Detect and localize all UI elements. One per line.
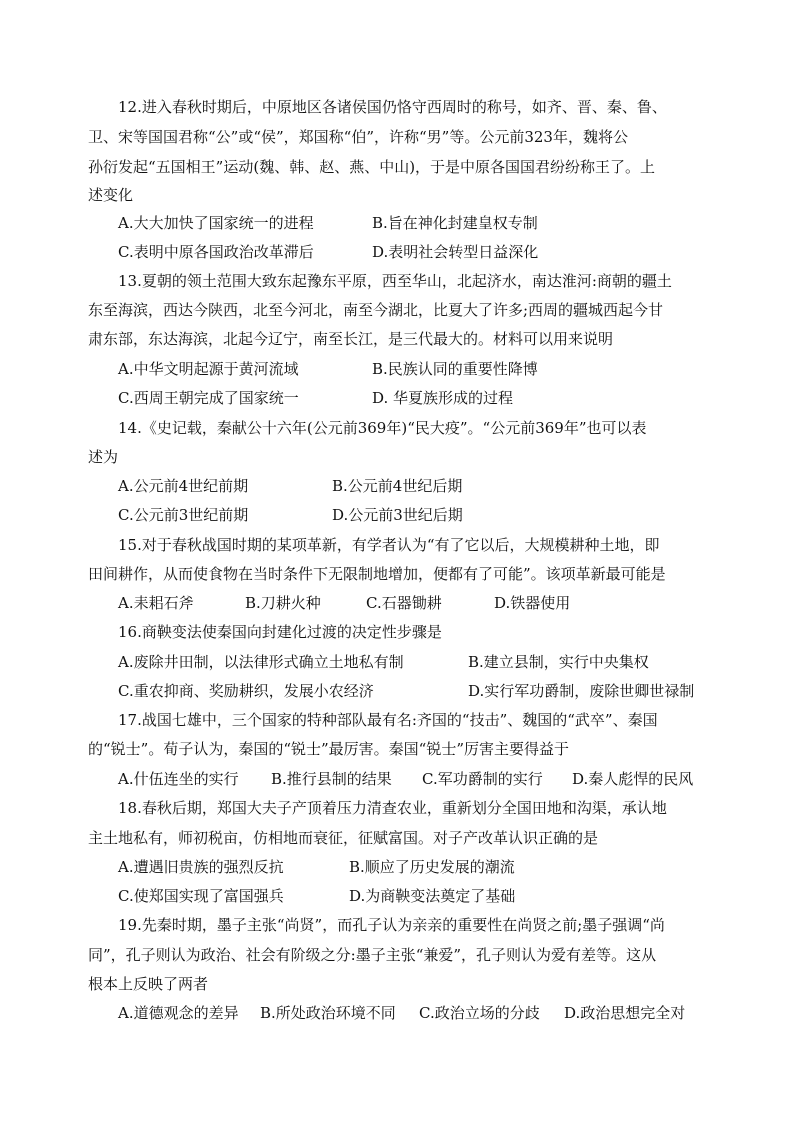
question-13-option-c[interactable]: C.西周王朝完成了国家统一 bbox=[118, 389, 299, 407]
question-19-option-b[interactable]: B.所处政治环境不同 bbox=[260, 1004, 396, 1022]
question-18-option-c[interactable]: C.使郑国实现了富国强兵 bbox=[118, 887, 284, 905]
question-16-line-1: 16.商鞅变法使秦国向封建化过渡的决定性步骤是 bbox=[118, 623, 442, 641]
question-16-option-c[interactable]: C.重农抑商、奖励耕织，发展小农经济 bbox=[118, 682, 374, 700]
question-15-line-2: 田间耕作，从而使食物在当时条件下无限制地增加，便都有了可能”。该项革新最可能是 bbox=[88, 565, 666, 583]
question-14-line-1: 14.《史记载，秦献公十六年(公元前369年)“民大疫”。“公元前369年”也可以表 bbox=[118, 419, 647, 437]
question-14-option-a[interactable]: A.公元前4世纪前期 bbox=[118, 477, 249, 495]
question-19-option-a[interactable]: A.道德观念的差异 bbox=[118, 1004, 239, 1022]
question-19-line-1: 19.先秦时期，墨子主张“尚贤”，而孔子认为亲亲的重要性在尚贤之前;墨子强调“尚 bbox=[118, 916, 665, 934]
question-12-line-2: 卫、宋等国国君称“公”或“侯”，郑国称“伯”，许称“男”等。公元前323年，魏将公 bbox=[88, 128, 628, 146]
question-15-option-d[interactable]: D.铁器使用 bbox=[494, 594, 571, 612]
question-13-line-3: 肃东部，东达海滨，北起今辽宁，南至长江，是三代最大的。材料可以用来说明 bbox=[88, 330, 614, 348]
question-16-option-a[interactable]: A.废除井田制，以法律形式确立土地私有制 bbox=[118, 653, 404, 671]
question-16-option-d[interactable]: D.实行军功爵制，废除世卿世禄制 bbox=[468, 682, 695, 700]
question-12-line-3: 孙衍发起“五国相王”运动(魏、韩、赵、燕、中山)，于是中原各国国君纷纷称王了。上 bbox=[88, 158, 656, 176]
question-13-line-1: 13.夏朝的领土范围大致东起豫东平原，西至华山，北起济水，南达淮河:商朝的疆土 bbox=[118, 272, 672, 290]
question-12-line-4: 述变化 bbox=[88, 186, 134, 204]
question-13-option-d[interactable]: D. 华夏族形成的过程 bbox=[372, 389, 514, 407]
question-15-line-1: 15.对于春秋战国时期的某项革新，有学者认为“有了它以后，大规模耕种土地，即 bbox=[118, 536, 660, 554]
question-17-line-1: 17.战国七雄中，三个国家的特种部队最有名:齐国的“技击”、魏国的“武卒”、秦国 bbox=[118, 711, 658, 729]
question-18-option-b[interactable]: B.顺应了历史发展的潮流 bbox=[349, 858, 515, 876]
question-14-option-c[interactable]: C.公元前3世纪前期 bbox=[118, 506, 249, 524]
question-14-line-2: 述为 bbox=[88, 448, 119, 466]
question-13-line-2: 东至海滨，西达今陕西，北至今河北，南至今湖北，比夏大了许多;西周的疆城西起今甘 bbox=[88, 301, 664, 319]
question-12-option-b[interactable]: B.旨在神化封建皇权专制 bbox=[372, 214, 538, 232]
question-18-option-a[interactable]: A.遭遇旧贵族的强烈反抗 bbox=[118, 858, 284, 876]
question-18-line-1: 18.春秋后期，郑国大夫子产顶着压力清查农业，重新划分全国田地和沟渠，承认地 bbox=[118, 799, 667, 817]
question-14-option-b[interactable]: B.公元前4世纪后期 bbox=[332, 477, 463, 495]
question-15-option-b[interactable]: B.刀耕火种 bbox=[245, 594, 321, 612]
question-12-option-d[interactable]: D.表明社会转型日益深化 bbox=[372, 243, 539, 261]
question-19-line-3: 根本上反映了两者 bbox=[88, 975, 209, 993]
question-17-option-b[interactable]: B.推行县制的结果 bbox=[271, 770, 392, 788]
question-17-line-2: 的“锐士”。荀子认为，秦国的“锐士”最厉害。秦国“锐士”厉害主要得益于 bbox=[88, 740, 570, 758]
question-15-option-c[interactable]: C.石器锄耕 bbox=[366, 594, 442, 612]
question-17-option-d[interactable]: D.秦人彪悍的民风 bbox=[572, 770, 694, 788]
question-18-option-d[interactable]: D.为商鞅变法奠定了基础 bbox=[349, 887, 516, 905]
question-19-line-2: 同”，孔子则认为政治、社会有阶级之分:墨子主张“兼爱”，孔子则认为爱有差等。这从 bbox=[88, 946, 657, 964]
question-12-line-1: 12.进入春秋时期后，中原地区各诸侯国仍恪守西周时的称号，如齐、晋、秦、鲁、 bbox=[118, 98, 667, 116]
question-18-line-2: 主土地私有，师初税亩，仿相地而衰征，征赋富国。对子产改革认识正确的是 bbox=[88, 829, 599, 847]
question-12-option-a[interactable]: A.大大加快了国家统一的进程 bbox=[118, 214, 314, 232]
question-17-option-c[interactable]: C.军功爵制的实行 bbox=[422, 770, 543, 788]
question-15-option-a[interactable]: A.耒耜石斧 bbox=[118, 594, 194, 612]
question-13-option-a[interactable]: A.中华文明起源于黄河流域 bbox=[118, 360, 299, 378]
question-16-option-b[interactable]: B.建立县制，实行中央集权 bbox=[468, 653, 649, 671]
question-19-option-d[interactable]: D.政治思想完全对 bbox=[564, 1004, 686, 1022]
question-17-option-a[interactable]: A.什伍连坐的实行 bbox=[118, 770, 239, 788]
question-12-option-c[interactable]: C.表明中原各国政治改革滞后 bbox=[118, 243, 314, 261]
question-14-option-d[interactable]: D.公元前3世纪后期 bbox=[332, 506, 463, 524]
question-13-option-b[interactable]: B.民族认同的重要性降博 bbox=[372, 360, 538, 378]
question-19-option-c[interactable]: C.政治立场的分歧 bbox=[419, 1004, 540, 1022]
